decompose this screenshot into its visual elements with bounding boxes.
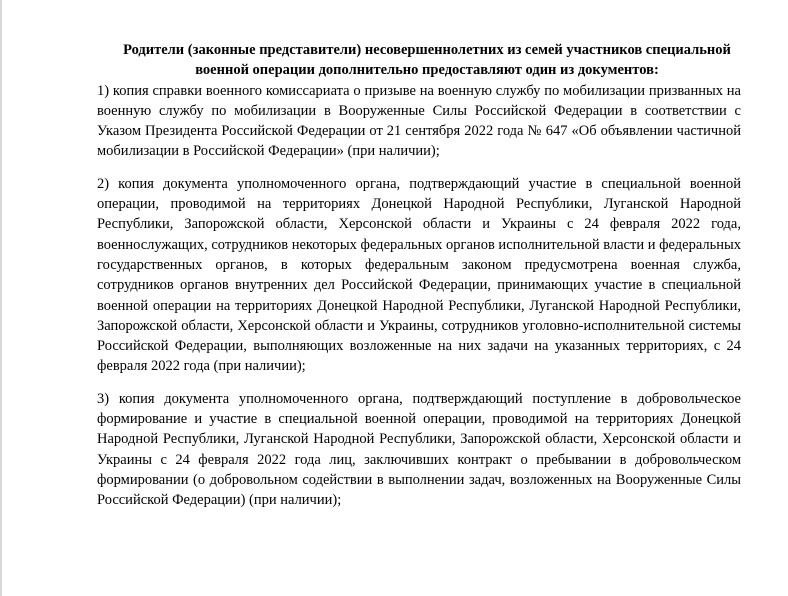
list-item-1: 1) копия справки военного комиссариата о призыве на военную службу по мобилизации призванных на военную службу по мобилизации в Вооруженные Силы Российской Федерации в соответствии с Указом Президента Российской Федерации от 21 сентября 2022 года № 647 «Об объявлении частичной мобилизации в Российской Федерации» (при наличии); — [97, 82, 741, 160]
list-item-2: 2) копия документа уполномоченного органа, подтверждающий участие в специальной военной операции, проводимой на территориях Донецкой Народной Республики, Луганской Народной Республики, Запорожской области, Херсонской области и Украины с 24 февраля 2022 года, военнослужащих, сотрудников некоторых федеральных органов исполнительной власти и федеральных государственных органов, в которых федеральным законом предусмотрена военная служба, сотрудников органов внутренних дел Российской Федерации, принимающих участие в специальной военной операции на территориях Донецкой Народной Республики, Луганской Народной Республики, Запорожской области, Херсонской области и Украины, сотрудников уголовно-исполнительной системы Российской Федерации, выполняющих возложенные на них задачи на указанных территориях, с 24 февраля 2022 года (при наличии); — [97, 175, 741, 375]
document-page — [97, 40, 741, 511]
page-left-edge — [0, 0, 2, 596]
document-heading: Родители (законные представители) несовершеннолетних из семей участников специальной военной операции дополнительно предоставляют один из документов: — [123, 42, 731, 79]
list-item-3: 3) копия документа уполномоченного органа, подтверждающий поступление в добровольческое формирование и участие в специальной военной операции, проводимой на территориях Донецкой Народной Республики, Луганской Народной Республики, Запорожской области, Херсонской области и Украины с 24 февраля 2022 года лиц, заключивших контракт о пребывании в добровольческом формировании (о добровольном содействии в выполнении задач, возложенных на Вооруженные Силы Российской Федерации) (при наличии); — [97, 390, 741, 509]
